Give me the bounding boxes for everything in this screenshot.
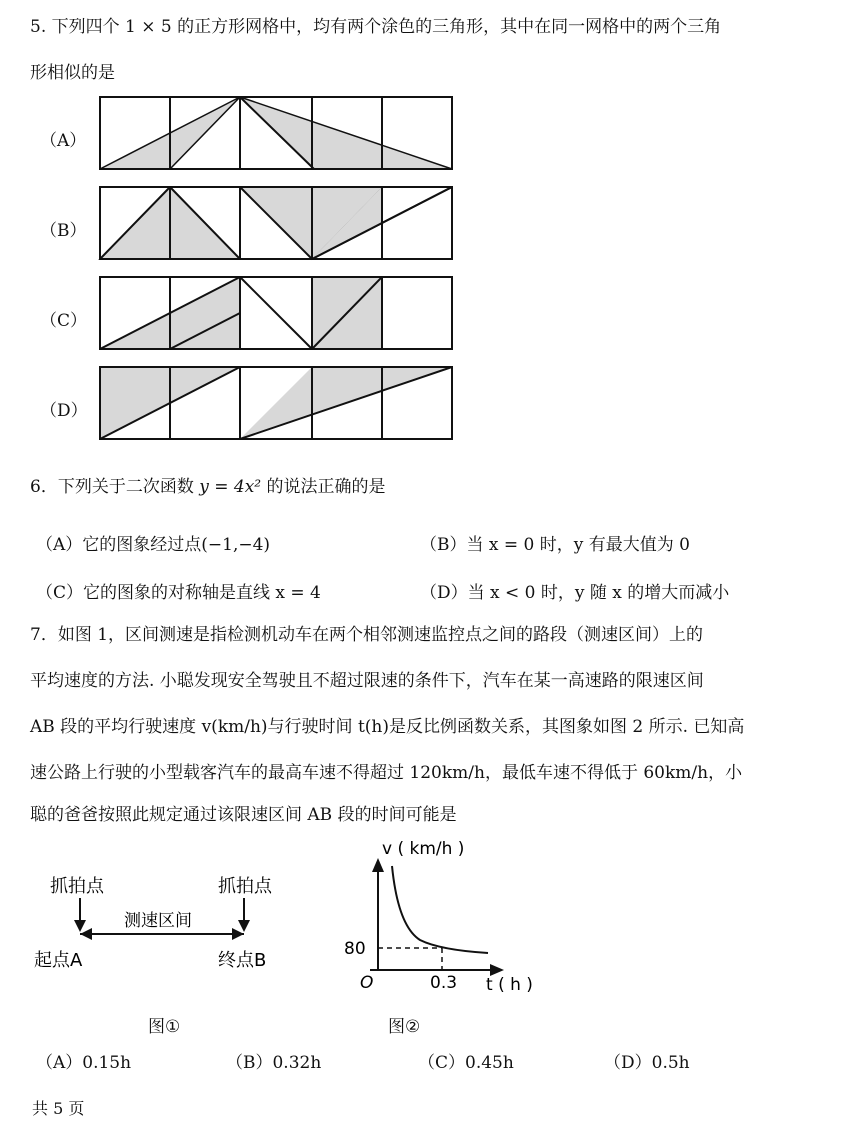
q6-option-a: （A）它的图象经过点(−1,−4)	[36, 535, 271, 555]
shaded-triangle	[240, 97, 452, 169]
q7-stem-line1: 7．如图 1，区间测速是指检测机动车在两个相邻测速监控点之间的路段（测速区间）上的	[30, 625, 704, 645]
fig2-caption: 图②	[388, 1017, 421, 1037]
fig2-ylabel: v ( km/h )	[382, 839, 465, 859]
fig1-left-bottom-label: 起点A	[34, 950, 83, 971]
q5-stem-line1: 5. 下列四个 1 × 5 的正方形网格中，均有两个涂色的三角形，其中在同一网格中的两个三角	[30, 17, 722, 37]
arrow-down-icon	[74, 920, 86, 932]
q7-option-a: （A）0.15h	[36, 1053, 132, 1073]
q6-option-c: （C）它的图象的对称轴是直线 x = 4	[36, 583, 321, 603]
fig2-x-tick: 0.3	[430, 973, 458, 993]
fig2-origin: O	[360, 973, 374, 993]
fig1-middle-label: 测速区间	[124, 911, 192, 931]
q7-stem-line5: 聪的爸爸按照此规定通过该限速区间 AB 段的时间可能是	[30, 805, 457, 825]
q7-option-c: （C）0.45h	[418, 1053, 514, 1073]
page-footer: 共 5 页	[32, 1099, 85, 1118]
q7-figure2	[330, 836, 550, 996]
q6-option-d: （D）当 x < 0 时，y 随 x 的增大而减小	[420, 583, 730, 603]
q5-grid-c	[100, 277, 456, 351]
q5-option-d-label: （D）	[40, 401, 88, 421]
q7-stem-line3: AB 段的平均行驶速度 v(km/h)与行驶时间 t(h)是反比例函数关系，其图象如图 2 所示. 已知高	[30, 717, 745, 737]
q5-option-c-label: （C）	[40, 311, 88, 331]
q7-figure1	[30, 870, 300, 980]
fig1-caption: 图①	[148, 1017, 181, 1037]
arrow-left-icon	[80, 928, 92, 940]
q5-stem-line2: 形相似的是	[30, 63, 115, 83]
q5-option-b-label: （B）	[40, 221, 87, 241]
arrow-right-icon	[232, 928, 244, 940]
q5-option-a-label: （A）	[40, 131, 87, 151]
q7-stem-line4: 速公路上行驶的小型载客汽车的最高车速不得超过 120km/h，最低车速不得低于 60km/h，小	[30, 763, 743, 783]
inverse-proportion-curve	[392, 866, 488, 953]
q5-grid-d	[100, 367, 456, 441]
arrow-down-icon	[238, 920, 250, 932]
fig1-right-top-label: 抓拍点	[218, 876, 272, 897]
q7-option-d: （D）0.5h	[604, 1053, 690, 1073]
fig2-xlabel: t ( h )	[486, 975, 533, 995]
fig1-left-top-label: 抓拍点	[50, 876, 104, 897]
q7-option-b: （B）0.32h	[226, 1053, 322, 1073]
fig1-right-bottom-label: 终点B	[218, 950, 267, 971]
fig2-y-tick: 80	[344, 939, 366, 959]
arrow-up-icon	[372, 858, 384, 872]
q6-formula: y = 4x²	[199, 477, 262, 497]
q5-grid-a	[100, 97, 456, 171]
q6-option-b: （B）当 x = 0 时，y 有最大值为 0	[420, 535, 690, 555]
q7-stem-line2: 平均速度的方法. 小聪发现安全驾驶且不超过限速的条件下，汽车在某一高速路的限速区间	[30, 671, 704, 691]
q6-stem: 6．下列关于二次函数 y = 4x² 的说法正确的是	[30, 477, 386, 497]
q5-grid-b	[100, 187, 456, 261]
